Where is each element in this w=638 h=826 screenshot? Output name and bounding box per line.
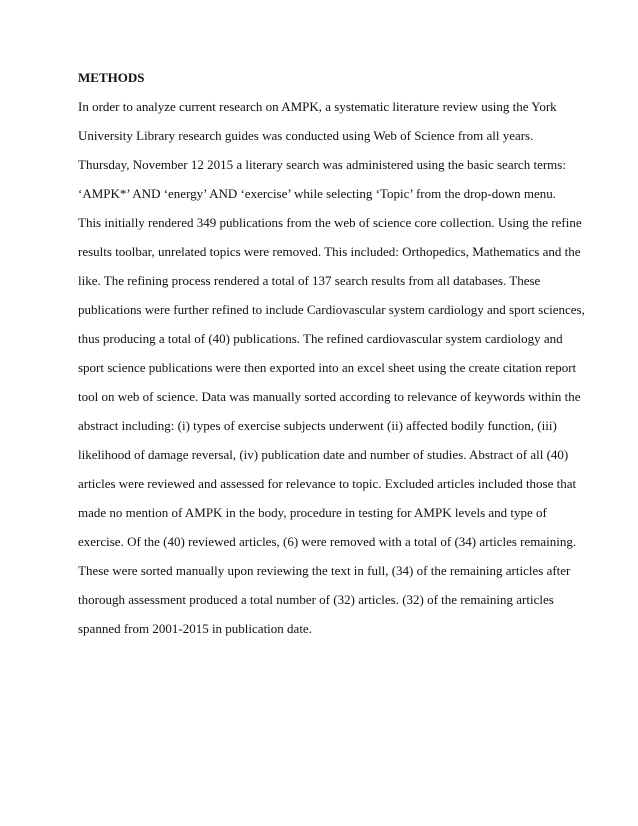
section-heading: METHODS	[78, 70, 145, 85]
body-text-line: abstract including: (i) types of exercise subjects underwent (ii) affected bodily function, (iii)	[78, 418, 557, 433]
body-text-line: made no mention of AMPK in the body, procedure in testing for AMPK levels and type of	[78, 505, 547, 520]
body-text-line: thus producing a total of (40) publications. The refined cardiovascular system cardiology and	[78, 331, 563, 346]
body-text-line: articles were reviewed and assessed for relevance to topic. Excluded articles included those that	[78, 476, 577, 491]
body-text-line: This initially rendered 349 publications from the web of science core collection. Using the refine	[78, 215, 582, 230]
body-text-line: These were sorted manually upon reviewing the text in full, (34) of the remaining articles after	[78, 563, 571, 578]
body-text-line: sport science publications were then exported into an excel sheet using the create citation report	[78, 360, 577, 375]
body-text-line: likelihood of damage reversal, (iv) publication date and number of studies. Abstract of all (40)	[78, 447, 569, 462]
body-text-line: like. The refining process rendered a total of 137 search results from all databases. These	[78, 273, 541, 288]
body-text-line: exercise. Of the (40) reviewed articles, (6) were removed with a total of (34) articles remaining.	[78, 534, 577, 549]
body-text-line: results toolbar, unrelated topics were removed. This included: Orthopedics, Mathematics and the	[78, 244, 581, 259]
body-text-line: tool on web of science. Data was manually sorted according to relevance of keywords within the	[78, 389, 581, 404]
body-text-line: thorough assessment produced a total number of (32) articles. (32) of the remaining articles	[78, 592, 554, 607]
body-text-line: ‘AMPK*’ AND ‘energy’ AND ‘exercise’ while selecting ‘Topic’ from the drop-down menu.	[78, 186, 557, 201]
body-text-line: Thursday, November 12 2015 a literary search was administered using the basic search terms:	[78, 157, 566, 172]
body-text-line: In order to analyze current research on AMPK, a systematic literature review using the York	[78, 99, 557, 114]
body-text-line: spanned from 2001-2015 in publication date.	[78, 621, 312, 636]
body-text-line: University Library research guides was conducted using Web of Science from all years.	[78, 128, 534, 143]
body-text-line: publications were further refined to include Cardiovascular system cardiology and sport sciences,	[78, 302, 585, 317]
